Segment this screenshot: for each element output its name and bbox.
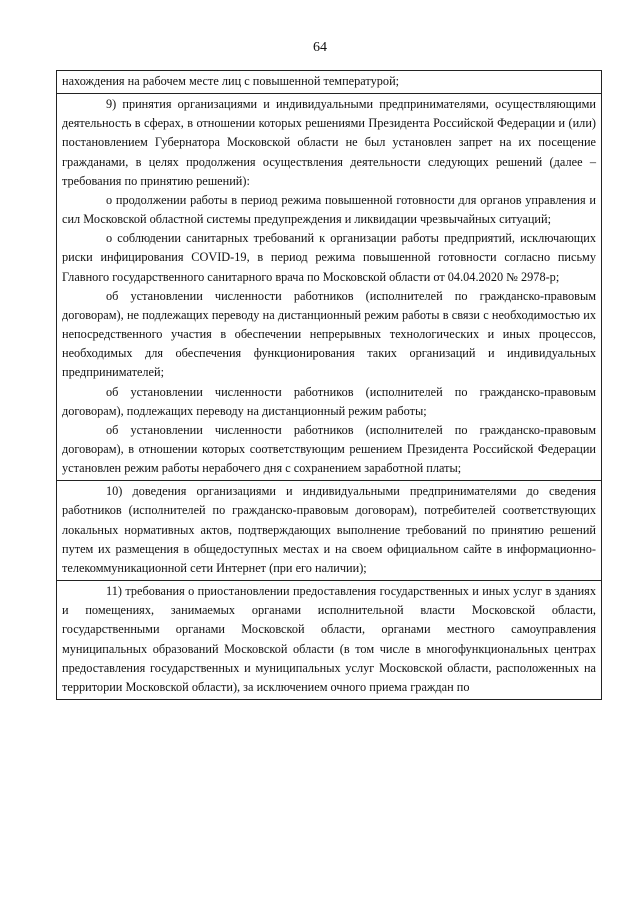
- document-table: [56, 70, 602, 700]
- table-row: [57, 93, 601, 480]
- paragraph: о продолжении работы в период режима повышенной готовности для органов управления и сил Московской областной системы предупреждения и ликвидации чрезвычайных ситуаций;: [62, 192, 596, 227]
- table-row: [57, 580, 601, 699]
- paragraph: об установлении численности работников (исполнителей по гражданско-правовым договорам), в отношении которых соответствующим решением Президента Российской Федерации установлен режим работы нерабочего дня с сохранением заработной платы;: [62, 422, 596, 476]
- paragraph: 9) принятия организациями и индивидуальными предпринимателями, осуществляющими деятельность в сферах, в отношении которых решениями Президента Российской Федерации и (или) постановлением Губернатора Московской области не был установлен запрет на их посещение гражданами, в целях продолжения осуществления деятельности следующих решений (далее – требования по принятию решений):: [62, 97, 596, 188]
- page-number: 64: [313, 40, 327, 55]
- paragraph: нахождения на рабочем месте лиц с повышенной температурой;: [62, 74, 400, 88]
- table-row: [57, 480, 601, 580]
- paragraph: 10) доведения организациями и индивидуальными предпринимателями до сведения работников (исполнителей по гражданско-правовым договорам), потребителей соответствующих локальных нормативных актов, подтверждающих выполнение требований по принятию решений путем их размещения в общедоступных местах и на своем официальном сайте в информационно-телекоммуникационной сети Интернет (при его наличии);: [62, 484, 596, 575]
- paragraph: об установлении численности работников (исполнителей по гражданско-правовым договорам), не подлежащих переводу на дистанционный режим работы в связи с необходимостью их непосредственного участия в обеспечении непрерывных технологических и иных процессов, необходимых для обеспечения функционирования таких организаций и индивидуальных предпринимателей;: [62, 288, 596, 380]
- table-row: [57, 71, 601, 93]
- paragraph: 11) требования о приостановлении предоставления государственных и иных услуг в зданиях и помещениях, занимаемых органами исполнительной власти Московской области, государственными органами Московской области, органами местного самоуправления муниципальных образований Московской области (в том числе в многофункциональных центрах предоставления государственных и муниципальных услуг Московской области, расположенных на территории Московской области), за исключением очного приема граждан по: [62, 584, 596, 694]
- paragraph: об установлении численности работников (исполнителей по гражданско-правовым договорам), подлежащих переводу на дистанционный режим работы;: [62, 384, 596, 418]
- paragraph: о соблюдении санитарных требований к организации работы предприятий, исключающих риски инфицирования COVID-19, в период режима повышенной готовности согласно письму Главного государственного санитарного врача по Московской области от 04.04.2020 № 2978-р;: [62, 231, 596, 284]
